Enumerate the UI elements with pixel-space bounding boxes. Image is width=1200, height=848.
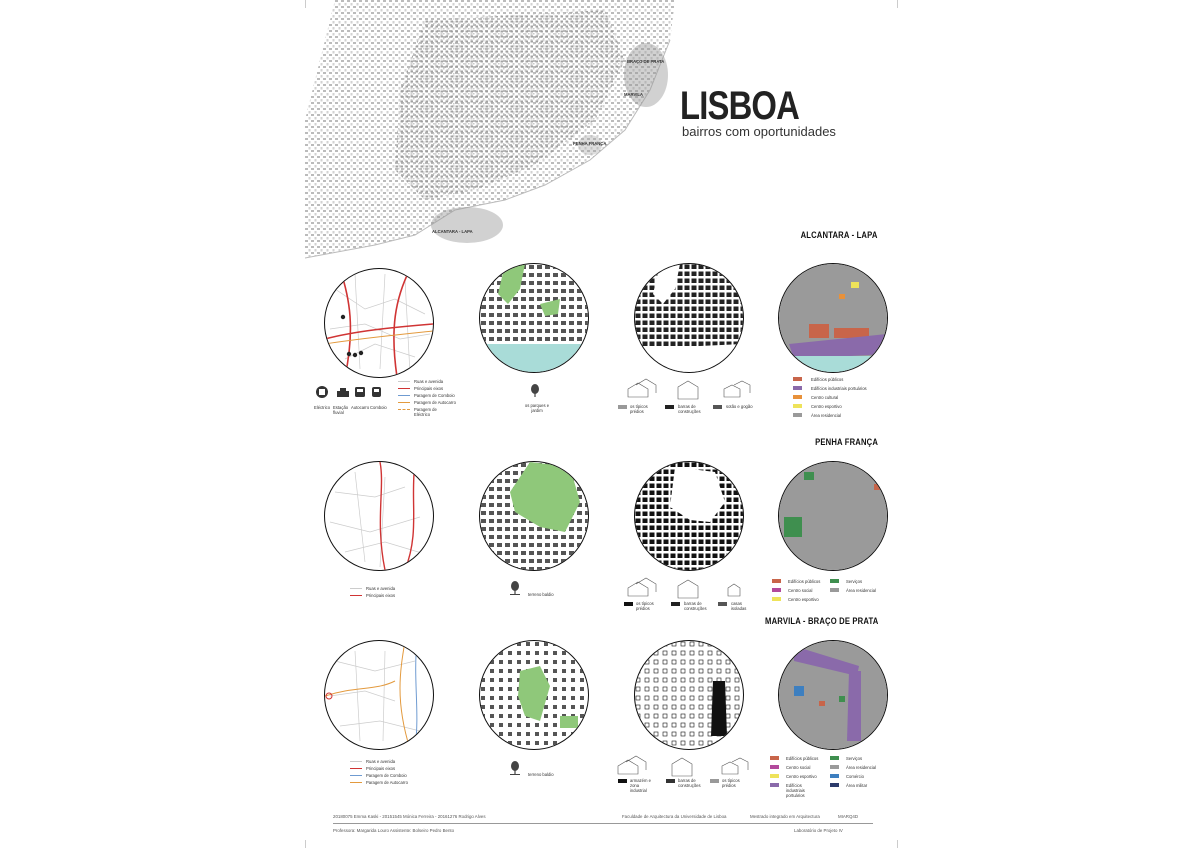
legend-eixos-marvila: Principais eixos — [366, 766, 396, 771]
legend-paragem-electrico: Paragem de Eléctrico — [414, 407, 437, 417]
legend-comboio: Comboio — [370, 405, 387, 410]
legend-cultural: Centro cultural — [811, 395, 839, 400]
legend-social-penha: Centro social — [788, 588, 813, 593]
legend-autocarro: Autocarro — [351, 405, 370, 410]
legend-barras-marvila: barras de construções — [678, 778, 701, 788]
legend-terreno-marvila: terreno baldio — [528, 772, 554, 777]
alcantara-green-map — [479, 263, 589, 373]
map-label-penha-franca: PENHA FRANÇA — [573, 141, 607, 146]
tree-icon — [527, 384, 543, 398]
footer-course: Mestrado integrado em Arquitectura — [750, 814, 820, 819]
marvila-uses-map — [778, 640, 888, 750]
alcantara-buildings-map — [634, 263, 744, 373]
buildings-legend-penha — [616, 576, 766, 621]
penha-street-map — [324, 461, 434, 571]
legend-estacao-fluvial: Estação fluvial — [333, 405, 349, 415]
tree-legend-alcantara — [520, 384, 550, 414]
building-icons — [616, 375, 766, 401]
legend-sotao: sotão e gogão — [726, 404, 753, 409]
legend-residencial-marvila: Área residencial — [846, 765, 877, 770]
legend-ruas-penha: Ruas e avenida — [366, 586, 396, 591]
section-heading-marvila: MARVILA - BRAÇO DE PRATA — [764, 616, 878, 626]
legend-eixos-penha: Principais eixos — [366, 593, 396, 598]
legend-autocarro-marvila: Paragem de Autocarro — [366, 780, 408, 785]
footer-lab: Laboratório de Projeto IV — [794, 828, 843, 833]
legend-esportivo-marvila: Centro esportivo — [786, 774, 817, 779]
footer-divider — [333, 823, 873, 824]
uses-legend-marvila — [770, 756, 882, 798]
uses-legend-penha — [772, 579, 882, 609]
legend-servicos-penha: Serviços — [846, 579, 863, 584]
penha-green-map — [479, 461, 589, 571]
legend-tipicos-penha: os típicos prédios — [636, 601, 654, 611]
map-label-braco-de-prata: BRAÇO DE PRATA — [627, 59, 665, 64]
legend-tipicos-predios: os típicos prédios — [630, 404, 648, 414]
map-label-alcantara-lapa: ALCANTARA - LAPA — [432, 229, 473, 234]
building-icons — [616, 576, 766, 600]
tree-legend-marvila — [508, 760, 568, 780]
street-legend-alcantara — [398, 378, 488, 423]
legend-servicos-marvila: Serviços — [846, 756, 863, 761]
legend-armazem: armazém e zona industrial — [630, 778, 651, 793]
footer-students: 20180075 Emma Kaski - 20151545 Mónica Ferreira - 20161276 Rodrigo Alves — [333, 814, 486, 819]
legend-esportivo-penha: Centro esportivo — [788, 597, 819, 602]
lisbon-city-map — [305, 0, 675, 262]
legend-publicos: Edifícios públicos — [811, 377, 844, 382]
crop-mark — [897, 840, 898, 848]
legend-ruas-marvila: Ruas e avenida — [366, 759, 396, 764]
legend-residencial: Área residencial — [811, 413, 842, 418]
crop-mark — [305, 840, 306, 848]
penha-buildings-map — [634, 461, 744, 571]
poster-title: LISBOA — [680, 84, 800, 128]
legend-terreno-penha: terreno baldio — [528, 592, 554, 597]
poster-subtitle: bairros com oportunidades — [682, 124, 836, 139]
legend-barras-penha: barras de construções — [684, 601, 707, 611]
legend-principais-eixos: Principais eixos — [414, 386, 444, 391]
legend-parques: os parques e jardim — [524, 403, 550, 413]
legend-publicos-penha: Edifícios públicos — [788, 579, 821, 584]
buildings-legend-marvila — [614, 754, 764, 799]
legend-social-marvila: Centro social — [786, 765, 811, 770]
legend-barras: barras de construções — [678, 404, 701, 414]
marvila-buildings-map — [634, 640, 744, 750]
legend-casas-penha: casas isoladas — [731, 601, 747, 611]
tree-icon — [508, 760, 522, 776]
legend-ruas: Ruas e avenida — [414, 379, 444, 384]
legend-residencial-penha: Área residencial — [846, 588, 877, 593]
street-legend-penha — [350, 585, 410, 605]
legend-militar-marvila: Área militar — [846, 783, 868, 788]
tree-icon — [508, 580, 522, 596]
transport-icons-legend — [314, 385, 394, 415]
alcantara-uses-map — [778, 263, 888, 373]
footer-teachers: Professora: Margarida Louro Assistente: Bolseiro Pedro Bento — [333, 828, 455, 833]
building-icons — [614, 754, 764, 778]
legend-industriais-marvila: Edifícios industriais portuários — [786, 783, 805, 798]
marvila-green-map — [479, 640, 589, 750]
buildings-legend-alcantara — [616, 375, 766, 420]
legend-electrico: Eléctrico — [314, 405, 331, 410]
legend-paragem-autocarro: Paragem de Autocarro — [414, 400, 456, 405]
legend-comercio-marvila: Comércio — [846, 774, 864, 779]
footer-faculty: Faculdade de Arquitectura da Universidade de Lisboa — [622, 814, 727, 819]
legend-publicos-marvila: Edifícios públicos — [786, 756, 819, 761]
legend-paragem-comboio: Paragem de Comboio — [414, 393, 455, 398]
uses-legend-alcantara — [793, 377, 883, 422]
section-heading-alcantara: ALCANTARA - LAPA — [801, 230, 878, 240]
alcantara-street-map — [324, 268, 434, 378]
legend-industriais: Edifícios industriais portuários — [811, 386, 867, 391]
crop-mark — [897, 0, 898, 8]
tree-legend-penha — [508, 580, 568, 600]
marvila-street-map — [324, 640, 434, 750]
map-label-marvila: MARVILA — [624, 92, 643, 97]
transport-icons — [314, 385, 394, 401]
penha-uses-map — [778, 461, 888, 571]
street-legend-marvila — [350, 758, 420, 788]
section-heading-penha: PENHA FRANÇA — [815, 437, 878, 447]
footer-code: MIARQ4D — [838, 814, 859, 819]
legend-esportivo: Centro esportivo — [811, 404, 842, 409]
legend-comboio-marvila: Paragem de Comboio — [366, 773, 407, 778]
legend-tipicos-marvila: os típicos prédios — [722, 778, 740, 788]
